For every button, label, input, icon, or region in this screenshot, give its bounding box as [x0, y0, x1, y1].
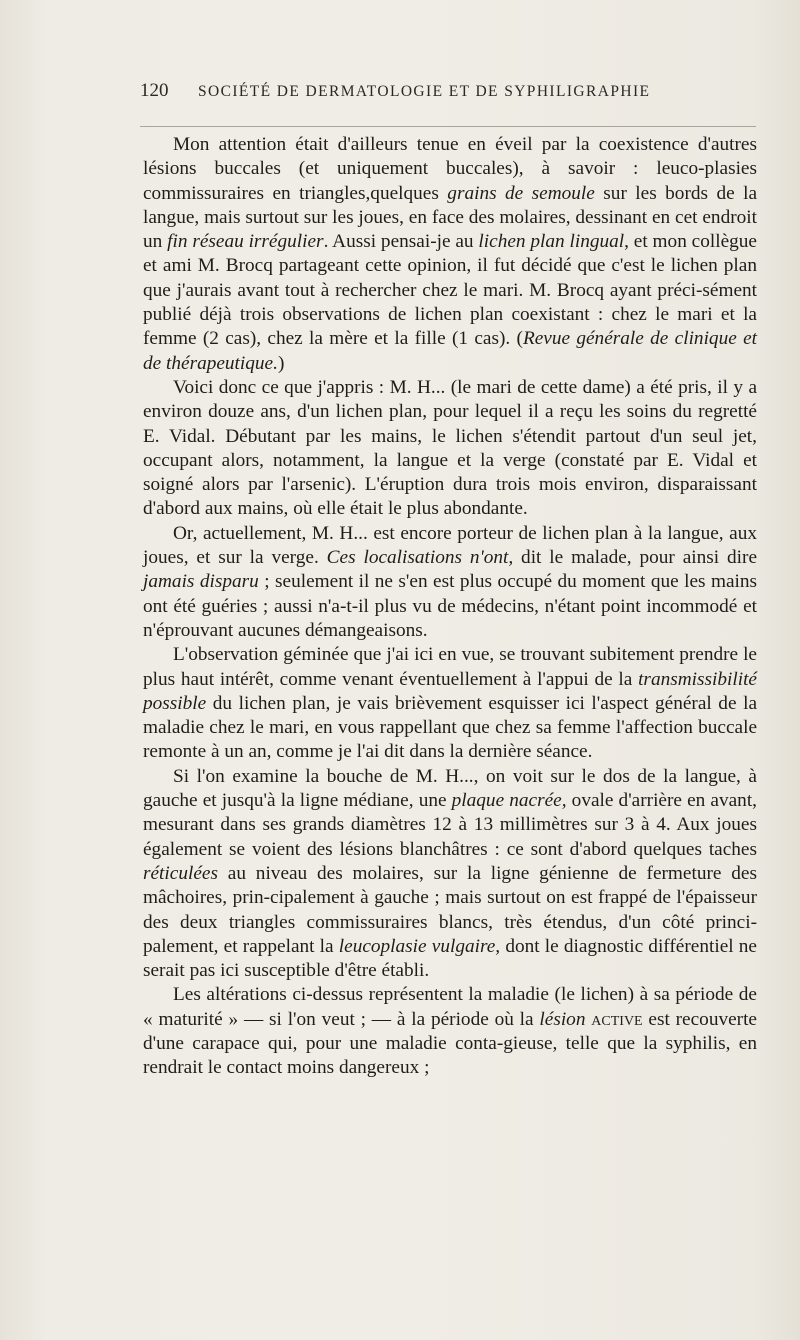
italic-text: lésion [539, 1008, 586, 1030]
text-run: Or, actuellement, M. H... est encore porteur de lichen plan à la langue, aux joues, et sur la verge. [143, 522, 757, 569]
italic-text: réticulées [143, 862, 218, 884]
text-run: est recouverte d'une carapace qui, pour une maladie conta-gieuse, telle que la syphilis, en rendrait le contact moins dangereux ; [143, 1008, 757, 1079]
text-run: dont le diagnostic différentiel ne serait pas ici susceptible d'être établi. [143, 935, 757, 982]
paragraph [143, 522, 757, 643]
running-title: SOCIÉTÉ DE DERMATOLOGIE ET DE SYPHILIGRAPHIE [198, 83, 651, 100]
text-run: du lichen plan, je vais brièvement esquisser ici l'aspect général de la maladie chez le mari, en vous rappellant que chez sa femme l'affection buccale remonte à un an, comme je l'ai dit dans la dernière séance. [143, 692, 757, 763]
italic-text: leucoplasie vulgaire, [338, 935, 501, 957]
text-run: ) [277, 352, 285, 374]
paragraph [143, 376, 757, 522]
text-run: . Aussi pensai-je au [323, 231, 479, 253]
paragraph [143, 133, 757, 376]
text-run: ovale d'arrière en avant, mesurant dans ses grands diamètres 12 à 13 millimètres sur 3 à 4. Aux joues également se voient des lésions blanchâtres : ce sont d'abord quelques taches [143, 790, 757, 860]
small-caps-text: active [591, 1008, 643, 1030]
paragraph [143, 643, 757, 764]
italic-text: Revue générale de clinique et de thérapeutique. [143, 328, 757, 374]
italic-text: grains de semoule [447, 182, 595, 204]
paragraph [143, 765, 757, 984]
text-run: Voici donc ce que j'appris : M. H... (le mari de cette dame) a été pris, il y a environ douze ans, d'un lichen plan, pour lequel il a reçu les soins du regretté E. Vidal. Débutant par les mains, le lichen s'étendit partout d'un seul jet, occupant alors, notamment, la langue et la verge (constaté par E. Vidal et soigné alors par l'arsenic). L'éruption dura trois mois environ, disparaissant d'abord aux mains, où elle était le plus abondante. [143, 376, 757, 520]
italic-text: jamais disparu [143, 571, 259, 593]
running-header [140, 80, 760, 106]
page-number: 120 [140, 80, 169, 101]
text-run: sur les bords de la langue, mais surtout sur les joues, en face des molaires, dessinant en cet endroit un [143, 182, 758, 253]
italic-text: transmissibilité possible [143, 668, 757, 714]
italic-text: plaque nacrée, [451, 790, 567, 812]
text-run: Si l'on examine la bouche de M. H..., on voit sur le dos de la langue, à gauche et jusqu'à la ligne médiane, une [143, 765, 757, 812]
text-run: ; seulement il ne s'en est plus occupé du moment que les mains ont été guéries ; aussi n'a-t-il plus vu de médecins, n'étant point incommodé et n'éprouvant aucunes démangeaisons. [143, 571, 757, 641]
text-run: au niveau des molaires, sur la ligne génienne de fermeture des mâchoires, prin-cipalement à gauche ; mais surtout on est frappé de l'épaisseur des deux triangles commissuraires blancs, très étendus, d'un côté princi-palement, et rappelant la [143, 862, 757, 957]
italic-text: lichen plan lingual [478, 231, 625, 253]
text-run: L'observation géminée que j'ai ici en vue, se trouvant subitement prendre le plus haut intérêt, comme venant éventuellement à l'appui de la [143, 644, 757, 690]
text-run: , et mon collègue et ami M. Brocq partageant cette opinion, il fut décidé que c'est le lichen plan que j'aurais avant tout à rechercher chez le mari. M. Brocq ayant préci-sément publié déjà trois observations de lichen plan coexistant : chez le mari et la femme (2 cas), chez la mère et la fille (1 cas). ( [143, 231, 757, 350]
text-run: Mon attention était d'ailleurs tenue en éveil par la coexistence d'autres lésions buccales (et uniquement buccales), à savoir : leuco-plasies commissuraires en triangles,quelques [143, 134, 757, 204]
text-run: dit le malade, pour ainsi dire [513, 547, 757, 569]
italic-text: Ces localisations n'ont, [326, 547, 514, 569]
italic-text: fin réseau irrégulier [167, 231, 324, 253]
body-text [143, 133, 757, 1081]
paragraph [143, 983, 757, 1080]
text-run: Les altérations ci-dessus représentent la maladie (le lichen) à sa période de « maturité » — si l'on veut ; — à la période où la [143, 984, 757, 1030]
header-rule [140, 126, 756, 127]
